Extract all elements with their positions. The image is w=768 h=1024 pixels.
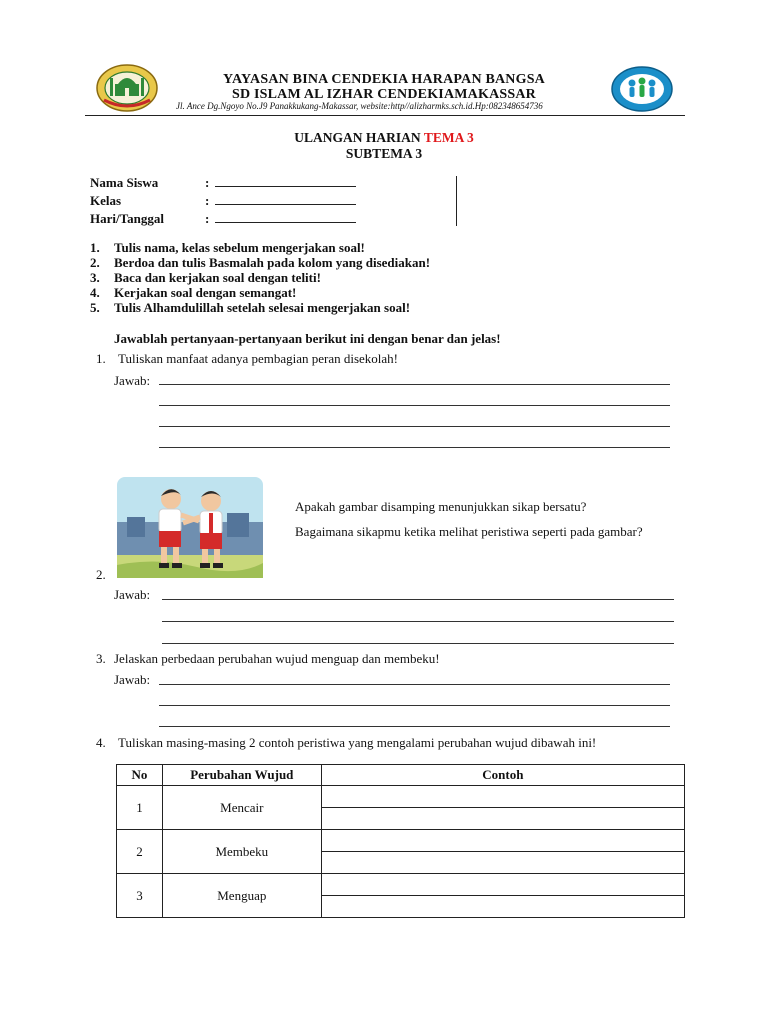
table-cell-no: 3 [117,874,163,918]
field-input-kelas[interactable] [215,204,356,205]
question-4-text: Tuliskan masing-masing 2 contoh peristiwa yang mengalami perubahan wujud dibawah ini! [118,735,597,750]
example-input[interactable] [322,852,684,873]
answer-line[interactable] [159,684,670,685]
rule-item [90,240,365,256]
rule-item [90,270,321,286]
question-1-number: 1. [96,351,106,366]
table-cell-no: 1 [117,786,163,830]
school-address: Jl. Ance Dg.Ngoyo No.J9 Panakkukang-Makassar, website:http//alizharmks.sch.id.Hp:082348654736 [176,101,543,111]
exam-title [0,130,768,146]
answer-label: Jawab: [114,587,151,602]
rule-number: 2. [90,255,100,270]
answer-line[interactable] [162,599,674,600]
table-cell-wujud: Menguap [162,874,321,918]
question-1-text: Tuliskan manfaat adanya pembagian peran disekolah! [118,351,399,366]
table-row [117,830,685,874]
example-input[interactable] [322,896,684,917]
answer-label: Jawab: [114,672,151,687]
question-2-number: 2. [96,567,106,582]
table-row [117,874,685,918]
exam-title-tema: TEMA 3 [423,130,474,145]
table-cell-contoh [321,874,684,918]
rule-item [90,285,296,301]
table-cell-no: 2 [117,830,163,874]
table-header-no: No [117,765,163,786]
answer-line[interactable] [159,726,670,727]
example-input[interactable] [322,830,684,852]
table-row [117,786,685,830]
two-students-illustration [117,477,263,578]
table-header-contoh: Contoh [321,765,684,786]
table-header-row [117,765,685,786]
answer-line[interactable] [159,447,670,448]
example-input[interactable] [322,786,684,808]
answer-label: Jawab: [114,373,151,388]
answer-line[interactable] [159,384,670,385]
answer-line[interactable] [159,705,670,706]
answer-line[interactable] [159,405,670,406]
answer-line[interactable] [162,621,674,622]
field-label-nama: Nama Siswa [90,175,159,190]
field-colon: : [205,193,210,208]
instruction-text: Jawablah pertanyaan-pertanyaan berikut ini dengan benar dan jelas! [114,331,501,346]
answer-line[interactable] [159,426,670,427]
exam-title-prefix: ULANGAN HARIAN [294,130,421,145]
rule-text: Kerjakan soal dengan semangat! [114,285,297,300]
state-change-table [116,764,685,918]
school-name: SD ISLAM AL IZHAR CENDEKIAMAKASSAR [232,87,536,102]
table-cell-wujud: Membeku [162,830,321,874]
field-input-tanggal[interactable] [215,222,356,223]
rule-text: Baca dan kerjakan soal dengan teliti! [114,270,321,285]
question-3-text: Jelaskan perbedaan perubahan wujud menguap dan membeku! [114,651,440,666]
rule-text: Tulis nama, kelas sebelum mengerjakan soal! [114,240,365,255]
table-cell-contoh [321,786,684,830]
table-header-wujud: Perubahan Wujud [162,765,321,786]
table-cell-contoh [321,830,684,874]
rule-number: 1. [90,240,100,255]
field-colon: : [205,211,210,226]
foundation-name: YAYASAN BINA CENDEKIA HARAPAN BANGSA [222,72,545,87]
rule-number: 3. [90,270,100,285]
table-cell-wujud: Mencair [162,786,321,830]
rule-number: 4. [90,285,100,300]
rule-item [90,255,430,271]
example-input[interactable] [322,874,684,896]
rule-item [90,300,410,316]
field-label-kelas: Kelas [90,193,122,208]
answer-line[interactable] [162,643,674,644]
example-input[interactable] [322,808,684,829]
question-2-text-b: Bagaimana sikapmu ketika melihat peristiwa seperti pada gambar? [295,524,643,539]
field-colon: : [205,175,210,190]
rule-text: Tulis Alhamdulillah setelah selesai mengerjakan soal! [114,300,411,315]
field-divider [456,176,457,226]
field-label-tanggal: Hari/Tanggal [90,211,164,226]
question-4-number: 4. [96,735,106,750]
exam-subtitle: SUBTEMA 3 [345,146,423,161]
rule-text: Berdoa dan tulis Basmalah pada kolom yang disediakan! [114,255,431,270]
header-divider [85,115,685,116]
rule-number: 5. [90,300,100,315]
question-2-text-a: Apakah gambar disamping menunjukkan sikap bersatu? [295,499,587,514]
question-3-number: 3. [96,651,106,666]
field-input-nama[interactable] [215,186,356,187]
